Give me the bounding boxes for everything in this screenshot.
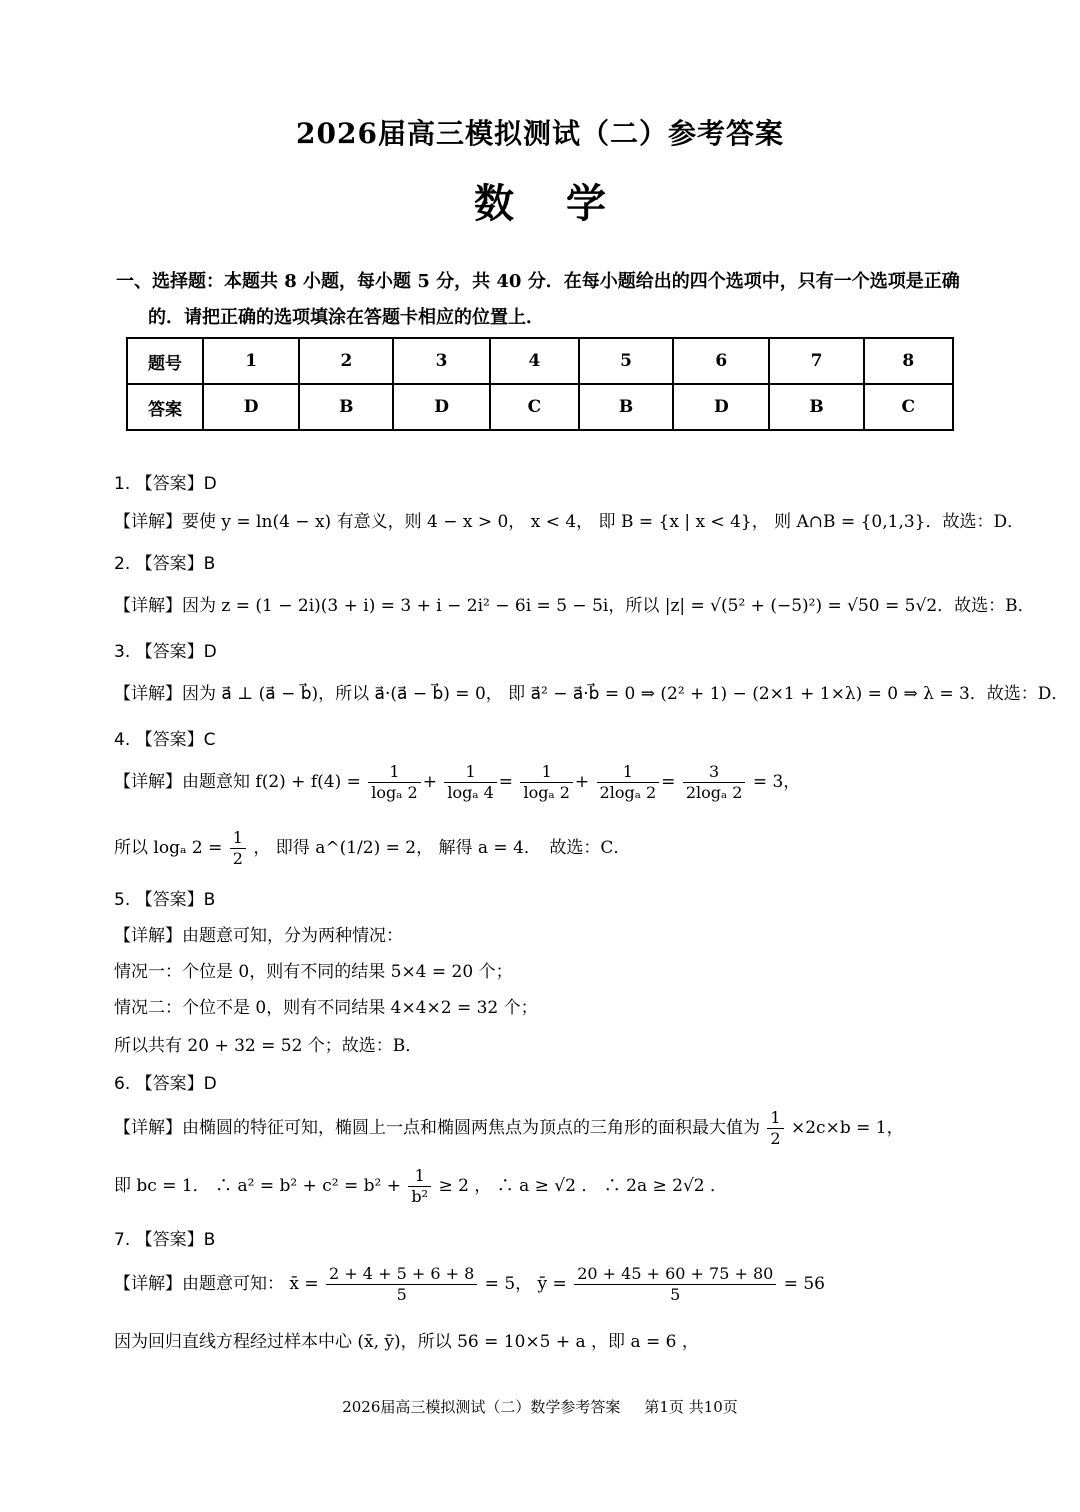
fraction-denominator: b² <box>411 1187 429 1206</box>
q3-answer: 3. 【答案】D <box>114 642 217 662</box>
q4-fraction <box>520 762 572 803</box>
q5-answer: 5. 【答案】B <box>114 890 216 910</box>
q4-fraction <box>368 762 420 803</box>
fraction-numerator: 1 <box>444 762 496 783</box>
q7-line2: 因为回归直线方程经过样本中心 (x̄, ȳ)，所以 56 = 10×5 + a ，即 a = 6 ， <box>114 1332 699 1352</box>
q4-half-fraction <box>230 828 246 869</box>
q4-fraction <box>444 762 496 803</box>
q5-detail: 【详解】由题意可知，分为两种情况： <box>114 926 403 946</box>
q5-case1: 情况一：个位是 0，则有不同的结果 5×4 = 20 个； <box>114 962 513 982</box>
q4-fraction <box>597 762 660 803</box>
q6-fraction <box>408 1166 431 1207</box>
q4-detail-prefix: 【详解】由题意知 f(2) + f(4) = <box>114 772 361 792</box>
q7-y-result: = 56 <box>783 1274 825 1294</box>
q3-detail: 【详解】因为 a⃗ ⊥ (a⃗ − b⃗)，所以 a⃗·(a⃗ − b⃗) = 0， 即 a⃗² − a⃗·b⃗ = 0 ⇒ (2² + 1) − (2×1 + 1×λ) = 0 ⇒ λ = 3．故选：D． <box>114 684 1069 704</box>
table-cell: 4 <box>490 338 579 384</box>
q1-detail: 【详解】要使 y = ln(4 − x) 有意义，则 4 − x > 0， x < 4， 即 B = {x | x < 4}， 则 A∩B = {0,1,3}．故选：D． <box>114 512 1025 532</box>
fraction-numerator: 1 <box>230 828 246 849</box>
section-instructions-line1: 一、选择题：本题共 8 小题，每小题 5 分，共 40 分．在每小题给出的四个选项中，只有一个选项是正确 <box>116 271 960 292</box>
answer-table-answer-row <box>127 384 953 430</box>
q7-answer: 7. 【答案】B <box>114 1230 216 1250</box>
table-cell: D <box>673 384 769 430</box>
page-footer <box>0 1396 1080 1417</box>
fraction-denominator: 2 <box>232 849 243 868</box>
table-cell: D <box>393 384 489 430</box>
table-cell: C <box>490 384 579 430</box>
q4-detail: 【详解】由题意知 f(2) + f(4) = $\frac{1}{\text{logₐ 2}}$ + $\frac{1}{\text{logₐ 4}}$ = $\frac{1}{\text{logₐ 2}}$ + $\frac{1}{\text{2logₐ 2}}$ = $\frac{3}{\text{2logₐ 2}}$ = 3， <box>114 762 801 802</box>
fraction-numerator: 2 + 4 + 5 + 6 + 8 <box>326 1264 477 1285</box>
subject-title: 数学 <box>474 180 658 227</box>
q4-fraction <box>683 762 746 803</box>
fraction-denominator: 2logₐ 2 <box>685 783 743 802</box>
section-instructions-line2: 的．请把正确的选项填涂在答题卡相应的位置上． <box>148 307 544 328</box>
table-cell: B <box>579 384 673 430</box>
table-cell: C <box>864 384 953 430</box>
table-cell: 3 <box>393 338 489 384</box>
answer-table <box>126 337 954 431</box>
table-cell: 7 <box>769 338 863 384</box>
row-label-answer: 答案 <box>127 384 203 430</box>
table-cell: D <box>203 384 299 430</box>
answer-table-number-row <box>127 338 953 384</box>
table-cell: 8 <box>864 338 953 384</box>
fraction-numerator: 1 <box>767 1108 783 1129</box>
fraction-numerator: 1 <box>408 1166 431 1187</box>
q6-detail-suffix: ×2c×b = 1， <box>791 1118 904 1138</box>
q6-detail-prefix: 【详解】由椭圆的特征可知，椭圆上一点和椭圆两焦点为顶点的三角形的面积最大值为 <box>114 1118 760 1138</box>
fraction-numerator: 1 <box>368 762 420 783</box>
row-label-number: 题号 <box>127 338 203 384</box>
q7-y-fraction <box>574 1264 776 1305</box>
q7-detail <box>114 1264 994 1305</box>
table-cell: 5 <box>579 338 673 384</box>
q2-detail: 【详解】因为 z = (1 − 2i)(3 + i) = 3 + i − 2i² − 6i = 5 − 5i，所以 |z| = √(5² + (−5)²) = √50 = 5√2．故选：B． <box>114 596 1035 616</box>
q4-detail-suffix: = 3， <box>752 772 801 792</box>
table-cell: 2 <box>299 338 393 384</box>
table-cell: 6 <box>673 338 769 384</box>
section-instructions <box>116 264 976 336</box>
q6-line2-suffix: ≥ 2 ， ∴ a ≥ √2 ． ∴ 2a ≥ 2√2 ． <box>438 1176 728 1196</box>
fraction-denominator: 5 <box>396 1285 407 1304</box>
fraction-numerator: 1 <box>520 762 572 783</box>
q4-line2-prefix: 所以 logₐ 2 = <box>114 838 223 858</box>
table-cell: B <box>769 384 863 430</box>
q6-line2-prefix: 即 bc = 1． ∴ a² = b² + c² = b² + <box>114 1176 401 1196</box>
footer-page-number: 第1页 共10页 <box>644 1398 738 1416</box>
table-cell: 1 <box>203 338 299 384</box>
q7-x-result: = 5， ȳ = <box>484 1274 567 1294</box>
fraction-denominator: 5 <box>670 1285 681 1304</box>
fraction-denominator: logₐ 2 <box>523 783 570 802</box>
q2-answer: 2. 【答案】B <box>114 554 216 574</box>
q5-total: 所以共有 20 + 32 = 52 个；故选：B． <box>114 1036 423 1056</box>
q6-half-fraction <box>767 1108 783 1149</box>
fraction-numerator: 20 + 45 + 60 + 75 + 80 <box>574 1264 776 1285</box>
q7-x-fraction <box>326 1264 477 1305</box>
fraction-denominator: logₐ 2 <box>371 783 418 802</box>
q5-case2: 情况二：个位不是 0，则有不同结果 4×4×2 = 32 个； <box>114 998 538 1018</box>
q4-line2 <box>114 828 994 869</box>
table-cell: B <box>299 384 393 430</box>
q6-answer: 6. 【答案】D <box>114 1074 217 1094</box>
q6-line2 <box>114 1166 994 1207</box>
page-title: 2026届高三模拟测试（二）参考答案 <box>296 117 784 150</box>
footer-doc-title: 2026届高三模拟测试（二）数学参考答案 <box>342 1398 621 1416</box>
fraction-denominator: logₐ 4 <box>447 783 494 802</box>
fraction-denominator: 2 <box>770 1129 781 1148</box>
q4-line2-suffix: ， 即得 a^(1/2) = 2， 解得 a = 4． 故选：C． <box>253 838 631 858</box>
fraction-denominator: 2logₐ 2 <box>599 783 657 802</box>
q1-answer: 1. 【答案】D <box>114 474 217 494</box>
fraction-numerator: 1 <box>597 762 660 783</box>
q7-detail-prefix: 【详解】由题意可知： x̄ = <box>114 1274 319 1294</box>
q6-detail <box>114 1108 994 1149</box>
q4-answer: 4. 【答案】C <box>114 730 216 750</box>
fraction-numerator: 3 <box>683 762 746 783</box>
